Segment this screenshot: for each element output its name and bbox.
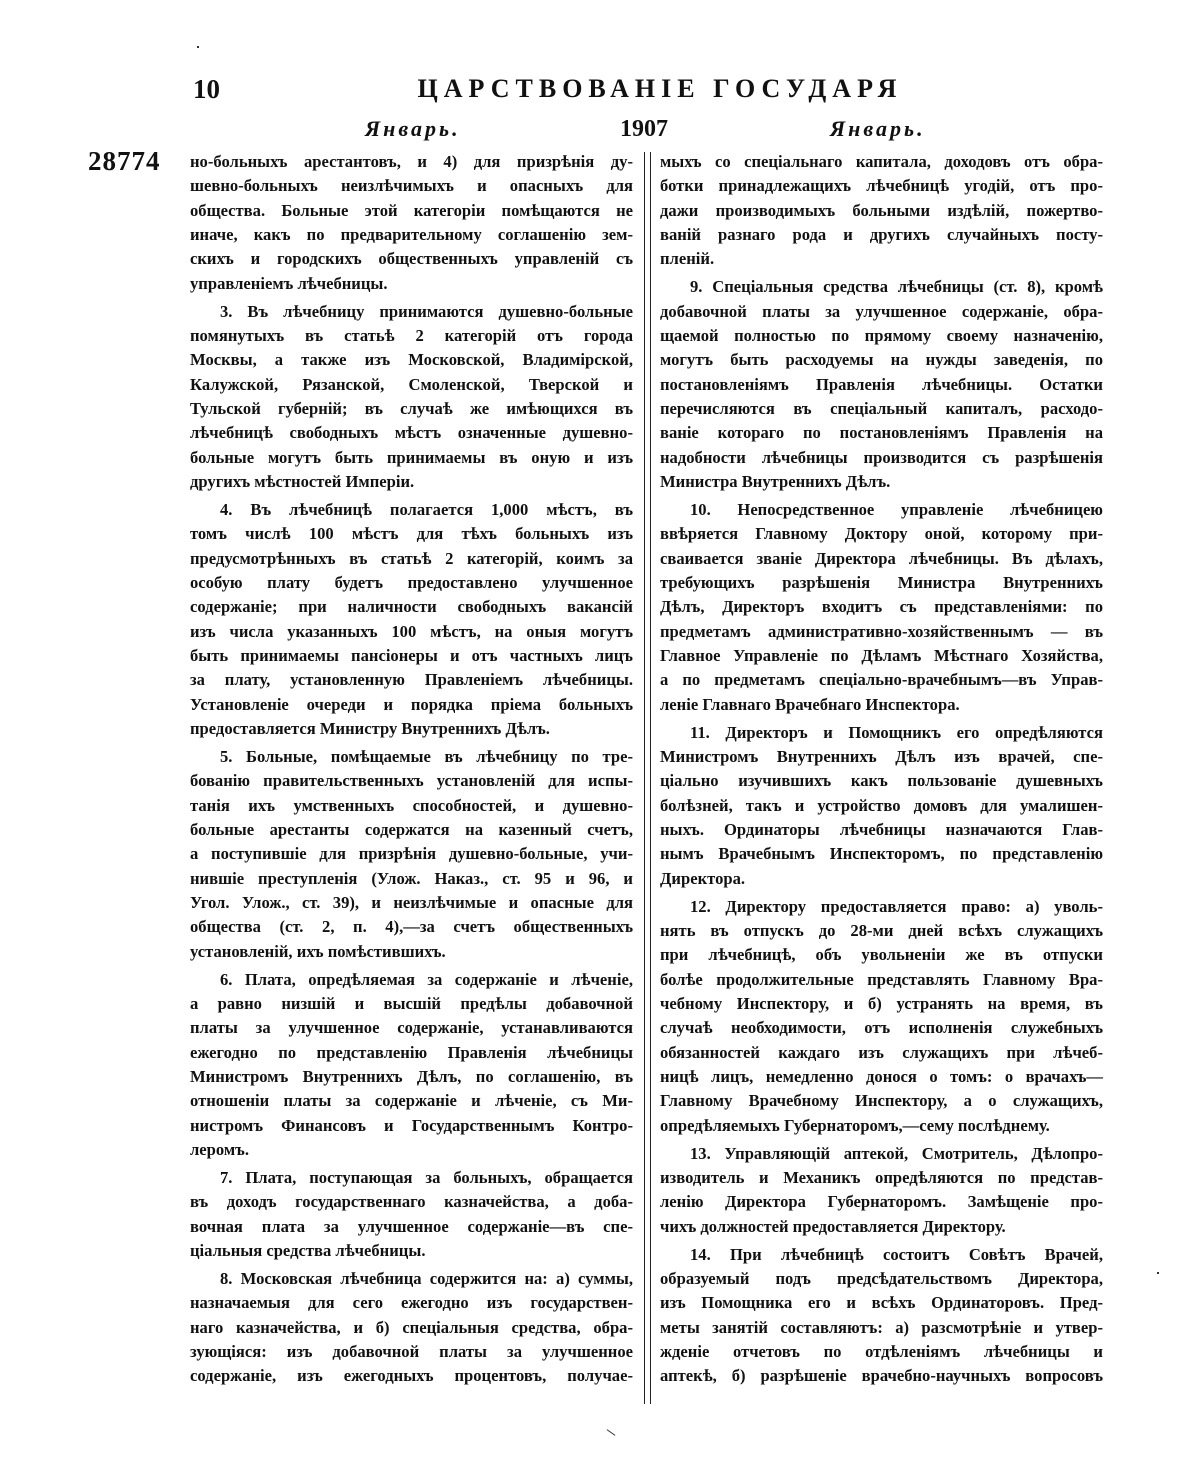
paragraph [660, 895, 1103, 1138]
paragraph [660, 1243, 1103, 1389]
text-line: установленій, ихъ помѣстившихъ. [190, 941, 446, 961]
text-line: управленіемъ лѣчебницы. [190, 273, 388, 293]
text-line: Директора. [660, 868, 746, 888]
text-line: 8. Московская лѣчебница содержится на: а) суммы, [220, 1269, 633, 1289]
text-line: ввѣряется Главному Доктору оной, которому при- [660, 524, 1103, 544]
running-title: ЦАРСТВОВАНІЕ ГОСУДАРЯ [417, 74, 903, 103]
text-line: зующіяся: изъ добавочной платы за улучшенное [190, 1342, 633, 1362]
paragraph [190, 150, 633, 296]
text-line: нистромъ Финансовъ и Государственнымъ Контро- [190, 1115, 633, 1135]
text-line: ленію Директора Губернаторомъ. Замѣщеніе про- [660, 1192, 1103, 1212]
text-line: а по предметамъ спеціально-врачебнымъ—въ Управ- [660, 670, 1103, 690]
text-line: отношеніи платы за содержаніе и лѣченіе, съ Ми- [190, 1091, 633, 1111]
text-line: общества (ст. 2, п. 4),—за счетъ общественныхъ [190, 917, 633, 937]
text-line: при лѣчебницѣ, объ увольненіи же въ отпуски [660, 945, 1103, 965]
text-line: нымъ Врачебнымъ Инспекторомъ, по представленію [660, 844, 1103, 864]
text-line: скихъ и городскихъ общественныхъ управленій съ [190, 249, 633, 269]
text-line: назначаемыя для сего ежегодно изъ государствен- [190, 1293, 633, 1313]
text-line: больные могутъ быть принимаемы въ оную и изъ [190, 447, 633, 467]
text-line: наго казначейства, и б) спеціальныя средства, обра- [190, 1317, 633, 1337]
text-line: Тульской губерній; въ случаѣ же имѣющихся въ [190, 399, 633, 419]
text-line: 12. Директору предоставляется право: а) уволь- [690, 896, 1103, 916]
text-line: предметамъ административно-хозяйственнымъ — въ [660, 621, 1103, 641]
column-divider [644, 152, 651, 1404]
text-line: Москвы, а также изъ Московской, Владимірской, [190, 350, 633, 370]
text-line: Главное Управленіе по Дѣламъ Мѣстнаго Хозяйства, [660, 646, 1103, 666]
text-line: чебному Инспектору, и б) устранять на время, въ [660, 994, 1103, 1014]
text-line: общества. Больные этой категоріи помѣщаются не [190, 200, 633, 220]
paragraph [190, 745, 633, 964]
text-line: болѣзней, такъ и устройство домовъ для умалишен- [660, 795, 1103, 815]
text-line: болѣе продолжительные представлять Главному Вра- [660, 969, 1103, 989]
month-right: Январь. [830, 116, 926, 141]
text-line: ницѣ лицъ, немедленно донося о томъ: о врачахъ— [660, 1067, 1103, 1087]
text-line: ваній разнаго рода и другихъ случайныхъ посту- [660, 225, 1103, 245]
text-line: изъ Помощника его и всѣхъ Ординаторовъ. Пред- [660, 1293, 1103, 1313]
paragraph [190, 498, 633, 741]
paragraph [660, 721, 1103, 891]
paragraph [660, 1142, 1103, 1239]
paragraph [660, 275, 1103, 494]
paragraph [190, 1166, 633, 1263]
text-line: образуемый подъ предсѣдательствомъ Директора, [660, 1269, 1103, 1289]
text-line: леромъ. [190, 1140, 250, 1160]
text-line: 10. Непосредственное управленіе лѣчебницею [690, 500, 1103, 519]
text-line: ежегодно по представленію Правленія лѣчебницы [190, 1042, 633, 1062]
text-line: больные арестанты содержатся на казенный счетъ, [190, 820, 633, 840]
text-line: 5. Больные, помѣщаемые въ лѣчебницу по тре- [220, 747, 633, 767]
text-line: Дѣлъ, Директоръ входитъ съ представленіями: по [660, 597, 1103, 617]
text-line: могутъ быть расходуемы на нужды заведенія, по [660, 350, 1103, 370]
page-number: 10 [193, 74, 220, 104]
text-line: помянутыхъ въ статьѣ 2 категорій отъ города [190, 326, 633, 345]
text-line: нять въ отпускъ до 28-ми дней всѣхъ служащихъ [660, 921, 1103, 941]
text-line: Установленіе очереди и порядка пріема больныхъ [190, 694, 633, 714]
text-line: но-больныхъ арестантовъ, и 4) для призрѣнія ду- [190, 152, 633, 171]
text-line: Калужской, Рязанской, Смоленской, Тверской и [190, 374, 633, 394]
text-line: леніе Главнаго Врачебнаго Инспектора. [660, 694, 960, 714]
text-line: лѣчебницѣ свободныхъ мѣстъ означенные душевно- [190, 423, 633, 443]
text-line: опредѣляемыхъ Губернаторомъ,—сему послѣднему. [660, 1115, 1050, 1135]
text-line: 4. Въ лѣчебницѣ полагается 1,000 мѣстъ, въ [220, 500, 633, 519]
text-line: бованію правительственныхъ установленій для испы- [190, 771, 633, 791]
text-line: добавочной платы за улучшенное содержаніе, обра- [660, 301, 1103, 321]
text-line: пленій. [660, 249, 715, 269]
text-line: ваніе котораго по постановленіямъ Правленія на [660, 423, 1103, 443]
text-line: Угол. Улож., ст. 39), и неизлѣчимые и опасные для [190, 893, 633, 913]
text-line: предоставляется Министру Внутреннихъ Дѣлъ. [190, 719, 550, 739]
text-line: меты занятій составляютъ: а) разсмотрѣніе и утвер- [660, 1317, 1103, 1337]
text-line: 7. Плата, поступающая за больныхъ, обращается [220, 1168, 633, 1188]
text-line: обязанностей каждаго изъ служащихъ при лѣчеб- [660, 1042, 1103, 1062]
scan-speck [1157, 1272, 1159, 1274]
text-line: постановленіямъ Правленія лѣчебницы. Остатки [660, 374, 1103, 394]
text-line: ціальныя средства лѣчебницы. [190, 1241, 426, 1261]
text-line: изводитель и Механикъ опредѣляются по представ- [660, 1168, 1103, 1188]
text-line: за плату, установленную Правленіемъ лѣчебницы. [190, 670, 633, 690]
text-line: содержаніе; при наличности свободныхъ вакансій [190, 597, 633, 617]
paragraph [190, 968, 633, 1163]
text-line: платы за улучшенное содержаніе, устанавливаются [190, 1018, 633, 1038]
year: 1907 [620, 116, 668, 142]
text-line: а поступившіе для призрѣнія душевно-больные, учи- [190, 844, 633, 864]
text-line: Главному Врачебному Инспектору, а о служащихъ, [660, 1091, 1103, 1111]
text-line: шевно-больныхъ неизлѣчимыхъ и опасныхъ для [190, 176, 633, 196]
text-line: ціально изучившихъ какъ пользованіе душевныхъ [660, 771, 1103, 791]
month-left: Январь. [365, 116, 461, 141]
scan-speck [607, 1429, 616, 1436]
left-column [190, 150, 633, 1392]
text-line: 3. Въ лѣчебницу принимаются душевно-больные [220, 301, 633, 321]
law-number: 28774 [88, 146, 161, 176]
text-line: Министромъ Внутреннихъ Дѣлъ, по соглашенію, въ [190, 1067, 633, 1087]
text-line: чихъ должностей предоставляется Директору. [660, 1216, 1006, 1236]
text-line: вочная плата за улучшенное содержаніе—въ спе- [190, 1216, 633, 1236]
right-column [660, 150, 1103, 1392]
text-line: нившіе преступленія (Улож. Наказ., ст. 95 и 96, и [190, 868, 633, 888]
text-line: изъ числа указанныхъ 100 мѣстъ, на оныя могутъ [190, 621, 633, 641]
text-line: иначе, какъ по предварительному соглашенію зем- [190, 225, 633, 245]
text-line: щаемой полностью по прямому своему назначенію, [660, 326, 1103, 345]
text-line: предусмотрѣнныхъ въ статьѣ 2 категорій, коимъ за [190, 548, 633, 568]
paragraph [660, 150, 1103, 272]
text-line: быть принимаемы пансіонеры и отъ частныхъ лицъ [190, 646, 633, 666]
paragraph [660, 498, 1103, 717]
text-line: Министромъ Внутреннихъ Дѣлъ изъ врачей, спе- [660, 747, 1103, 767]
text-line: ныхъ. Ординаторы лѣчебницы назначаются Глав- [660, 820, 1103, 840]
text-line: аптекѣ, б) разрѣшеніе врачебно-научныхъ вопросовъ [660, 1366, 1103, 1386]
text-line: дажи производимыхъ больными издѣлій, пожертво- [660, 200, 1103, 220]
text-line: 9. Спеціальныя средства лѣчебницы (ст. 8), кромѣ [690, 277, 1103, 297]
text-line: надобности лѣчебницы производится съ разрѣшенія [660, 447, 1103, 467]
text-line: 6. Плата, опредѣляемая за содержаніе и лѣченіе, [220, 969, 633, 989]
text-line: особую плату будетъ предоставлено улучшенное [190, 573, 633, 593]
text-line: мыхъ со спеціальнаго капитала, доходовъ отъ обра- [660, 152, 1103, 171]
text-line: жденіе отчетовъ по отдѣленіямъ лѣчебницы и [660, 1342, 1103, 1362]
paragraph [190, 300, 633, 495]
text-line: 14. При лѣчебницѣ состоитъ Совѣтъ Врачей, [690, 1244, 1103, 1264]
text-line: перечисляются въ спеціальный капиталъ, расходо- [660, 399, 1103, 419]
text-line: томъ числѣ 100 мѣстъ для тѣхъ больныхъ изъ [190, 524, 633, 544]
text-line: другихъ мѣстностей Имперіи. [190, 472, 415, 492]
text-line: требующихъ разрѣшенія Министра Внутреннихъ [660, 573, 1103, 593]
text-line: 13. Управляющій аптекой, Смотритель, Дѣлопро- [690, 1143, 1103, 1163]
text-line: случаѣ необходимости, отъ исполненія служебныхъ [660, 1018, 1103, 1038]
text-line: 11. Директоръ и Помощникъ его опредѣляются [690, 722, 1103, 742]
scan-speck [197, 46, 199, 48]
paragraph [190, 1267, 633, 1389]
text-line: содержаніе, изъ ежегодныхъ процентовъ, получае- [190, 1366, 633, 1386]
text-line: танія ихъ умственныхъ способностей, и душевно- [190, 795, 633, 815]
text-line: ботки принадлежащихъ лѣчебницѣ угодій, отъ про- [660, 176, 1103, 196]
text-line: въ доходъ государственнаго казначейства, а доба- [190, 1192, 633, 1212]
text-line: сваивается званіе Директора лѣчебницы. Въ дѣлахъ, [660, 548, 1103, 568]
text-line: а равно низшій и высшій предѣлы добавочной [190, 994, 633, 1014]
text-line: Министра Внутреннихъ Дѣлъ. [660, 472, 891, 492]
